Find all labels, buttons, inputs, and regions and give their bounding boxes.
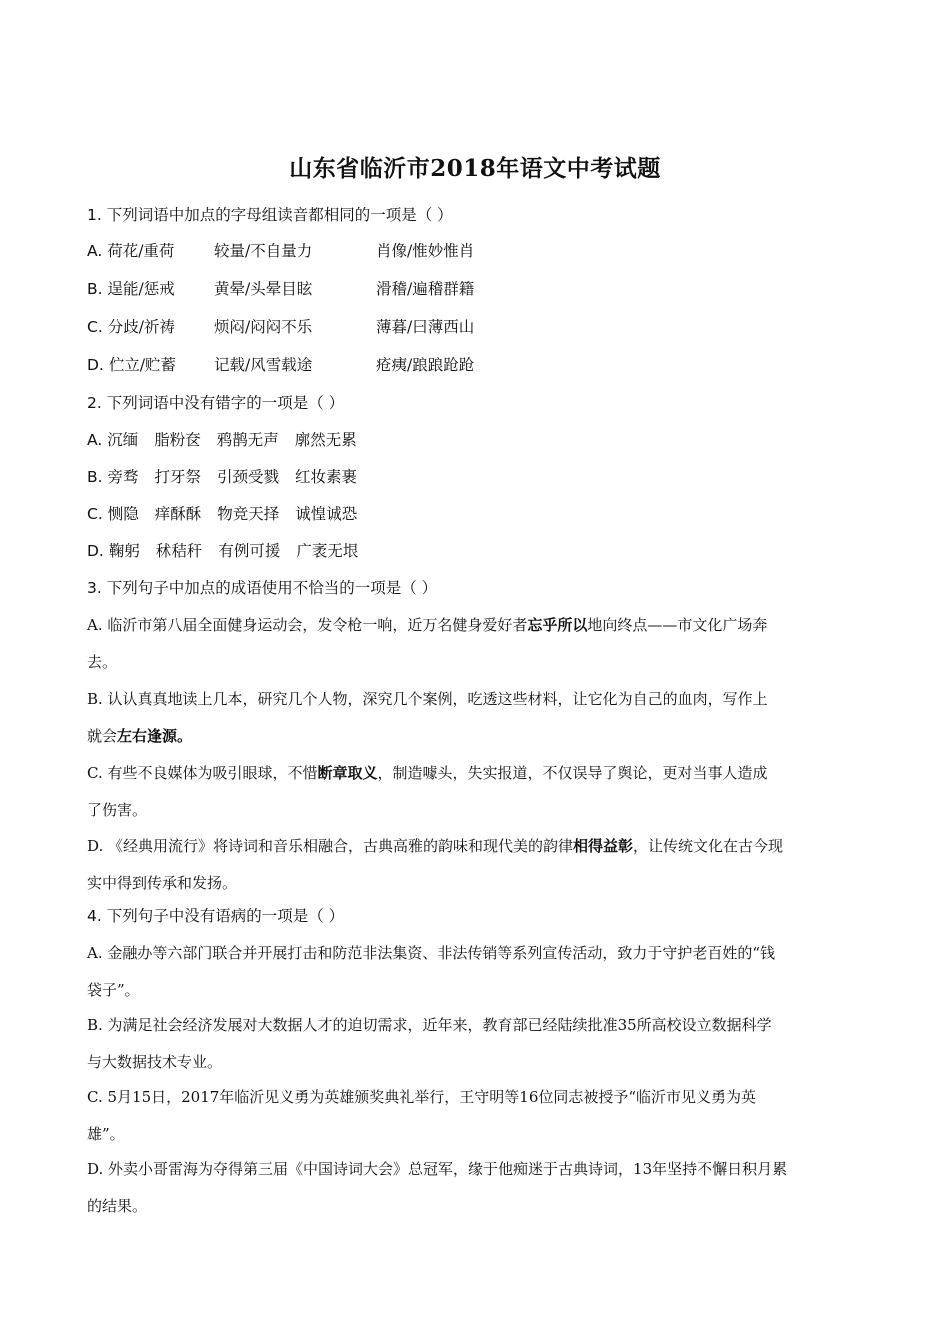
q3-stem: 3. 下列句子中加点的成语使用不恰当的一项是（ ） [87,579,438,597]
q3-option-a-line1: A. 临沂市第八届全面健身运动会，发令枪一响，近万名健身爱好者忘乎所以地向终点——市文化广场奔 [87,616,768,634]
q1-d-3: 疮痍/踉踉跄跄 [376,356,475,374]
q4-option-c-line1: C. 5月15日，2017年临沂见义勇为英雄颁奖典礼举行，王守明等16位同志被授予“临沂市见义勇为英 [87,1088,757,1106]
q3-option-b-line1: B. 认认真真地读上几本，研究几个人物，深究几个案例，吃透这些材料，让它化为自己的血肉，写作上 [87,690,768,708]
q4-option-b-line2: 与大数据技术专业。 [87,1053,223,1071]
q4-option-c-line2: 雄”。 [87,1125,125,1143]
q4-option-a-line2: 袋子”。 [87,981,140,999]
q4-option-d-line2: 的结果。 [87,1197,148,1215]
q1-stem: 1. 下列词语中加点的字母组读音都相同的一项是（ ） [87,206,453,224]
q2-option-b: B. 旁骛 打牙祭 引颈受戮 红妆素裹 [87,468,358,486]
q3-option-c-line1: C. 有些不良媒体为吸引眼球，不惜断章取义，制造噱头，失实报道，不仅误导了舆论，更对当事人造成 [87,764,768,782]
q1-a-3: 肖像/惟妙惟肖 [376,242,475,260]
q3-option-c-line2: 了伤害。 [87,801,148,819]
q2-option-d: D. 鞠躬 秫秸秆 有例可援 广袤无垠 [87,542,359,560]
q4-option-d-line1: D. 外卖小哥雷海为夺得第三届《中国诗词大会》总冠军，缘于他痴迷于古典诗词，13年坚持不懈日积月累 [87,1160,788,1178]
q4-option-a-line1: A. 金融办等六部门联合并开展打击和防范非法集资、非法传销等系列宣传活动，致力于守护老百姓的“钱 [87,944,776,962]
q3-a-idiom: 忘乎所以 [527,616,588,634]
q1-c-3: 薄暮/曰薄西山 [376,318,475,336]
q1-d-2: 记载/风雪载途 [214,356,313,374]
q1-option-d [87,355,787,375]
q3-b-idiom: 左右逢源。 [117,727,193,745]
q2-option-a: A. 沉缅 脂粉奁 鸦鹊无声 廓然无累 [87,431,357,449]
q1-a-2: 较量/不自量力 [214,242,313,260]
q3-option-d-line1: D. 《经典用流行》将诗词和音乐相融合，古典高雅的韵味和现代美的韵律相得益彰，让传统文化在古今现 [87,837,784,855]
q2-option-c: C. 恻隐 痒酥酥 物竞天择 诚惶诚恐 [87,505,358,523]
q1-a-1: A. 荷花/重荷 [87,242,175,260]
q3-c-idiom: 断章取义 [317,764,378,782]
q1-c-2: 烦闷/闷闷不乐 [214,318,313,336]
q1-option-a [87,241,787,261]
q3-option-d-line2: 实中得到传承和发扬。 [87,874,238,892]
q4-option-b-line1: B. 为满足社会经济发展对大数据人才的迫切需求，近年来，教育部已经陆续批准35所高校设立数据科学 [87,1016,772,1034]
q3-option-b-line2: 就会左右逢源。 [87,727,193,745]
q1-d-1: D. 伫立/贮蓄 [87,356,177,374]
q1-b-3: 滑稽/遍稽群籍 [376,280,475,298]
q3-option-a-line2: 去。 [87,653,118,671]
q3-d-idiom: 相得益彰 [573,837,634,855]
q1-option-b [87,279,787,299]
q1-c-1: C. 分歧/祈祷 [87,318,175,336]
page-title: 山东省临沂市2018年语文中考试题 [289,155,661,182]
q2-stem: 2. 下列词语中没有错字的一项是（ ） [87,394,345,412]
q1-option-c [87,317,787,337]
q1-b-1: B. 逞能/惩戒 [87,280,175,298]
q4-stem: 4. 下列句子中没有语病的一项是（ ） [87,907,345,925]
q1-b-2: 黄晕/头晕目眩 [214,280,313,298]
